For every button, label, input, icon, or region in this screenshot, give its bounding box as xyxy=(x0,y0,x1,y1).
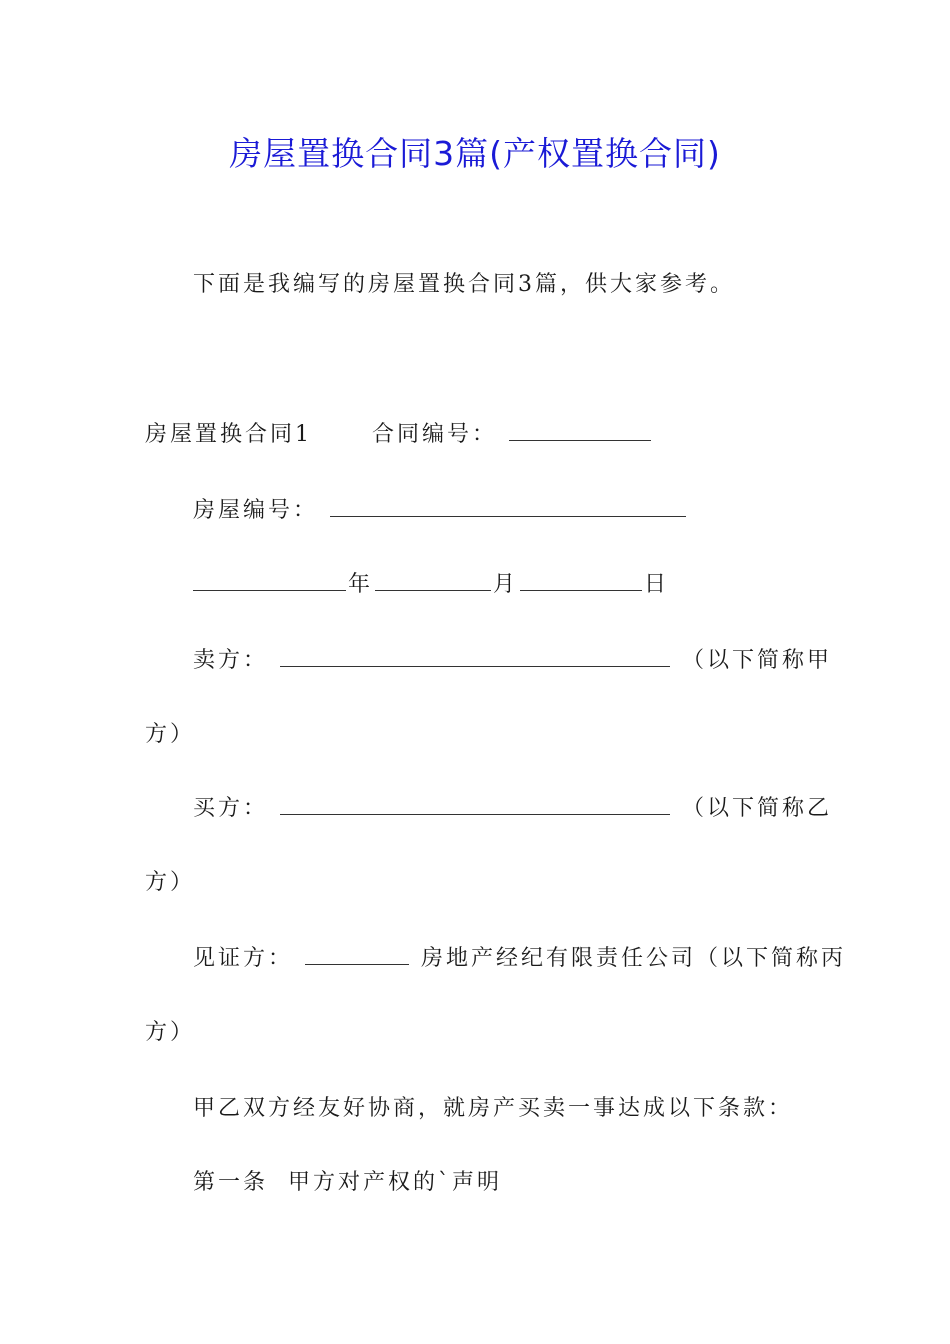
buyer-label: 买方： xyxy=(193,796,269,821)
date-row xyxy=(193,570,669,600)
article-1-heading: 第一条 甲方对产权的`声明 xyxy=(193,1170,502,1195)
day-blank xyxy=(520,570,642,591)
witness-company: 房地产经纪有限责任公司（以下简称丙 xyxy=(421,946,847,971)
contract-no-blank xyxy=(509,420,651,441)
buyer-row xyxy=(193,794,832,824)
intro-paragraph: 下面是我编写的房屋置换合同3篇，供大家参考。 xyxy=(193,272,735,297)
seller-suffix: （以下简称甲 xyxy=(682,648,833,673)
agreement-paragraph: 甲乙双方经友好协商，就房产买卖一事达成以下条款： xyxy=(193,1096,794,1121)
month-blank xyxy=(375,570,491,591)
contract-heading-row xyxy=(145,420,653,450)
seller-label: 卖方： xyxy=(193,648,269,673)
buyer-blank xyxy=(280,794,670,815)
contract-heading: 房屋置换合同1 xyxy=(145,422,312,447)
year-label: 年 xyxy=(348,572,374,597)
seller-wrap: 方） xyxy=(145,722,196,747)
month-label: 月 xyxy=(493,572,519,597)
year-blank xyxy=(193,570,346,591)
seller-row xyxy=(193,646,832,676)
buyer-suffix: （以下简称乙 xyxy=(682,796,833,821)
house-no-row xyxy=(193,496,688,526)
witness-blank xyxy=(305,944,409,965)
house-no-blank xyxy=(330,496,686,517)
seller-blank xyxy=(280,646,670,667)
buyer-wrap: 方） xyxy=(145,870,196,895)
witness-label: 见证方： xyxy=(193,946,294,971)
day-label: 日 xyxy=(644,572,670,597)
house-no-label: 房屋编号： xyxy=(193,498,319,523)
witness-wrap: 方） xyxy=(145,1020,196,1045)
contract-no-label: 合同编号： xyxy=(372,422,498,447)
document-title: 房屋置换合同3篇(产权置换合同) xyxy=(229,134,721,173)
witness-row xyxy=(193,944,846,974)
